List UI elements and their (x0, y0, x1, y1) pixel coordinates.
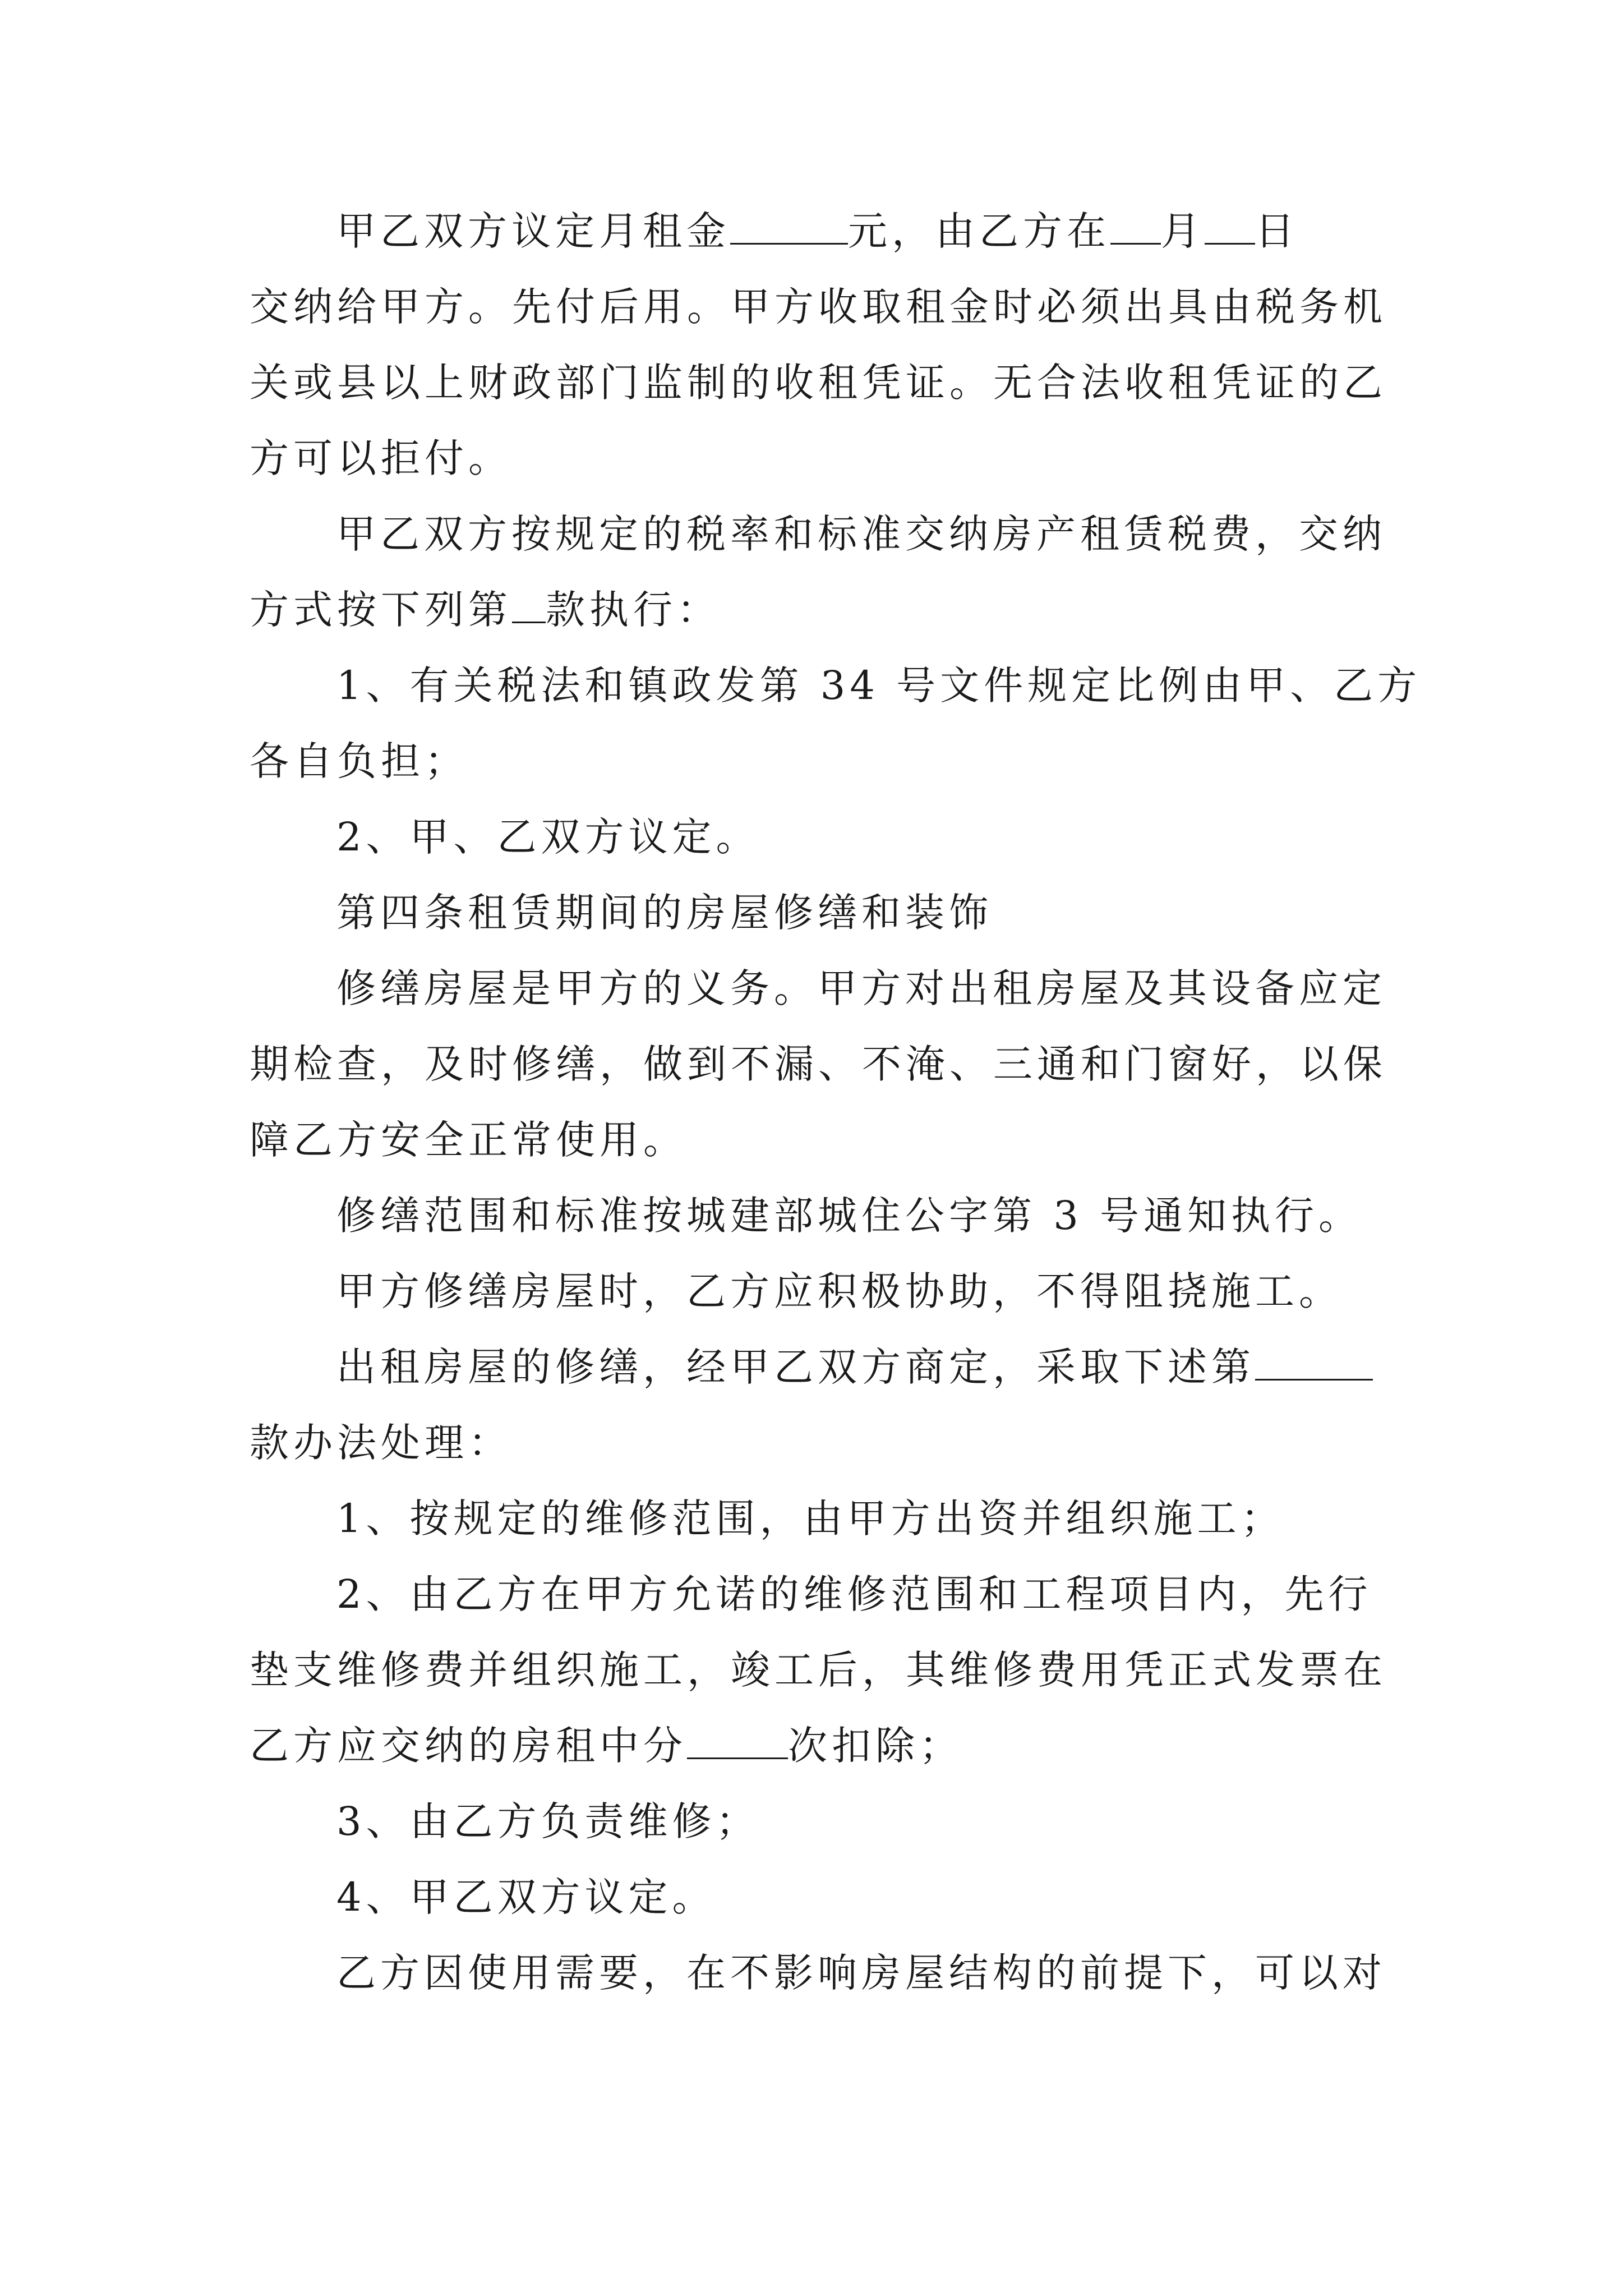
text-line (250, 1481, 1385, 1557)
text-line (250, 1708, 1385, 1784)
text-line (250, 194, 1385, 269)
text-line (250, 1329, 1385, 1405)
text-run: 修缮范围和标准按城建部城住公字第 3 号通知执行。 (336, 1193, 1363, 1239)
text-run: 交纳给甲方。先付后用。甲方收取租金时必须出具由税务机 (250, 284, 1387, 330)
paragraph (250, 1329, 1385, 1481)
text-run: 2、由乙方在甲方允诺的维修范围和工程项目内，先行 (336, 1571, 1372, 1617)
text-line (250, 1405, 1385, 1481)
text-run: 期检查，及时修缮，做到不漏、不淹、三通和门窗好，以保 (250, 1041, 1387, 1087)
paragraph (250, 1481, 1385, 1557)
text-run: 日 (1255, 208, 1299, 254)
text-run: 乙方因使用需要，在不影响房屋结构的前提下，可以对 (336, 1950, 1386, 1996)
paragraph (250, 875, 1385, 951)
text-line (250, 1102, 1385, 1178)
paragraph (250, 1935, 1385, 2011)
text-run: 修缮房屋是甲方的义务。甲方对出租房屋及其设备应定 (336, 965, 1386, 1011)
text-line (250, 572, 1385, 648)
text-run: 关或县以上财政部门监制的收租凭证。无合法收租凭证的乙 (250, 360, 1387, 406)
text-run: 款执行： (546, 587, 721, 633)
fill-in-blank (1205, 210, 1255, 245)
text-line (250, 1784, 1385, 1860)
text-line (250, 724, 1385, 799)
fill-in-blank (687, 1725, 788, 1759)
text-line (250, 875, 1385, 951)
text-run: 4、甲乙双方议定。 (336, 1874, 716, 1920)
text-run: 甲乙双方议定月租金 (336, 208, 730, 254)
paragraph (250, 194, 1385, 496)
text-line (250, 1254, 1385, 1329)
text-run: 3、由乙方负责维修； (336, 1798, 760, 1844)
text-line (250, 1860, 1385, 1935)
paragraph (250, 648, 1422, 799)
text-line (250, 951, 1385, 1027)
paragraph (250, 496, 1385, 648)
text-run: 各自负担； (250, 738, 468, 784)
text-run: 甲乙双方按规定的税率和标准交纳房产租赁税费，交纳 (336, 511, 1386, 557)
text-line (250, 269, 1385, 345)
paragraph (250, 1860, 1385, 1935)
fill-in-blank (512, 589, 546, 623)
text-run: 月 (1161, 208, 1205, 254)
text-line (250, 421, 1385, 496)
paragraph (250, 1784, 1385, 1860)
text-run: 方可以拒付。 (250, 435, 512, 481)
text-run: 次扣除； (788, 1723, 963, 1769)
text-run: 2、甲、乙双方议定。 (336, 814, 760, 860)
text-line (250, 648, 1422, 724)
text-run: 障乙方安全正常使用。 (250, 1117, 687, 1163)
text-run: 1、有关税法和镇政发第 34 号文件规定比例由甲、乙方 (336, 662, 1422, 708)
fill-in-blank (1255, 1346, 1373, 1381)
paragraph (250, 1557, 1385, 1784)
text-line (250, 1935, 1385, 2011)
text-line (250, 1557, 1385, 1632)
text-line (250, 799, 1385, 875)
text-line (250, 1027, 1385, 1102)
text-run: 乙方应交纳的房租中分 (250, 1723, 687, 1769)
paragraph (250, 799, 1385, 875)
text-line (250, 345, 1385, 421)
text-line (250, 1632, 1385, 1708)
text-line (250, 1178, 1385, 1254)
paragraph (250, 1178, 1385, 1254)
text-run: 甲方修缮房屋时，乙方应积极协助，不得阻挠施工。 (336, 1268, 1343, 1314)
fill-in-blank (1110, 210, 1161, 245)
text-run: 方式按下列第 (250, 587, 512, 633)
paragraph (250, 1254, 1385, 1329)
text-run: 垫支维修费并组织施工，竣工后，其维修费用凭正式发票在 (250, 1647, 1387, 1693)
text-run: 款办法处理： (250, 1420, 512, 1466)
paragraph (250, 951, 1385, 1178)
fill-in-blank (730, 210, 848, 245)
text-run: 1、按规定的维修范围，由甲方出资并组织施工； (336, 1496, 1285, 1542)
text-run: 第四条租赁期间的房屋修缮和装饰 (336, 890, 993, 936)
text-run: 出租房屋的修缮，经甲乙双方商定，采取下述第 (336, 1344, 1255, 1390)
text-line (250, 496, 1385, 572)
text-run: 元，由乙方在 (848, 208, 1110, 254)
